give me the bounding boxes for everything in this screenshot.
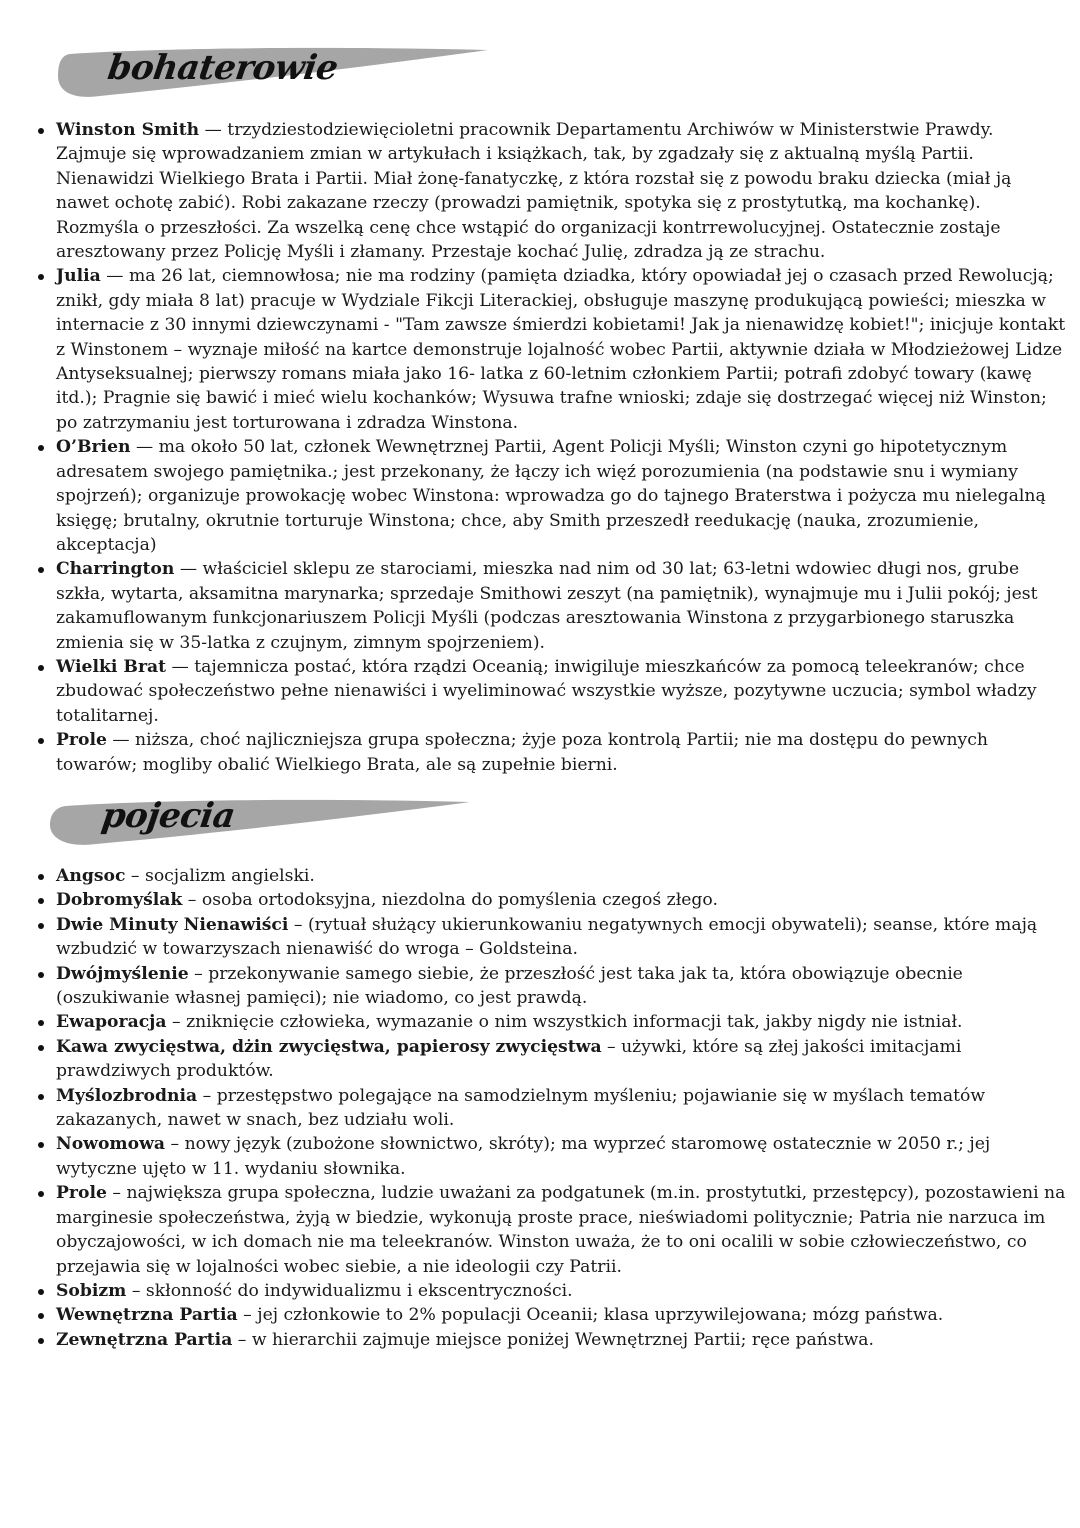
list-item: Dwie Minuty Nienawiści – (rytuał służący ukierunkowaniu negatywnych emocji obywateli); seanse, które mają wzbudzić w towarzyszach nienawiść do wroga – Goldsteina.: [56, 913, 1066, 962]
list-item: Prole – największa grupa społeczna, ludzie uważani za podgatunek (m.in. prostytutki, przestępcy), pozostawieni na marginesie społeczeństwa, żyją w biedzie, wykonują proste prace, nieświadomi politycznie; Patria nie narzuca im obyczajowości, w ich domach nie ma teleekranów. Winston uważa, że to oni ocalili w sobie człowieczeństwo, co przejawia się w lojalności wobec siebie, a nie ideologii czy Patrii.: [56, 1181, 1066, 1279]
description: ma 26 lat, ciemnowłosa; nie ma rodziny (pamięta dziadka, który opowiadał jej o czasach przed Rewolucją; znikł, gdy miała 8 lat) pracuje w Wydziale Fikcji Literackiej, obsługuje maszynę produkującą powieści; mieszka w internacie z 30 innymi dziewczynami - "Tam zawsze śmierdzi kobietami! Jak ja nienawidzę kobiet!"; inicjuje kontakt z Winstonem – wyznaje miłość na kartce demonstruje lojalność wobec Partii, aktywnie działa w Młodzieżowej Lidze Antyseksualnej; pierwszy romans miała jako 16- latka z 60-letnim członkiem Partii; potrafi zdobyć towary (kawę itd.); Pragnie się bawić i mieć wielu kochanków; Wysuwa trafne wnioski; zdaje się dostrzegać więcej niż Winston; po zatrzymaniu jest torturowana i zdradza Winstona.: [56, 266, 1066, 433]
list-item: O’Brien — ma około 50 lat, członek Wewnętrznej Partii, Agent Policji Myśli; Winston czyni go hipotetycznym adresatem swojego pamiętnika.; jest przekonany, że łączy ich więź porozumienia (na podstawie snu i wymiany spojrzeń); organizuje prowokację wobec Winstona: wprowadza go do tajnego Braterstwa i pożycza mu nielegalną księgę; brutalny, okrutnie torturuje Winstona; chce, aby Smith przeszedł reedukację (nauka, zrozumienie, akceptacja): [56, 435, 1066, 557]
list-item: Wewnętrzna Partia – jej członkowie to 2% populacji Oceanii; klasa uprzywilejowana; mózg państwa.: [56, 1303, 1066, 1327]
term: Kawa zwycięstwa, dżin zwycięstwa, papierosy zwycięstwa: [56, 1036, 602, 1057]
list-item: Dobromyślak – osoba ortodoksyjna, niezdolna do pomyślenia czegoś złego.: [56, 888, 1066, 912]
description: właściciel sklepu ze starociami, mieszka nad nim od 30 lat; 63-letni wdowiec długi nos, grube szkła, wytarta, aksamitna marynarka; sprzedaje Smithowi zeszyt (na pamiętnik), wynajmuje mu i Julii pokój; jest zakamuflowanym funkcjonariuszem Policji Myśli (podczas aresztowania Winstona z przygarbionego staruszka zmienia się w 35-latka z czujnym, zimnym spojrzeniem).: [56, 559, 1038, 653]
term: Wewnętrzna Partia: [56, 1305, 238, 1326]
list-item: Nowomowa – nowy język (zubożone słownictwo, skróty); ma wyprzeć staromowę ostatecznie w 2050 r.; jej wytyczne ujęto w 11. wydaniu słownika.: [56, 1132, 1066, 1181]
section-heading: bohaterowie: [105, 48, 341, 88]
description: zniknięcie człowieka, wymazanie o nim wszystkich informacji tak, jakby nigdy nie istniał.: [186, 1012, 963, 1033]
description: niższa, choć najliczniejsza grupa społeczna; żyje poza kontrolą Partii; nie ma dostępu do pewnych towarów; mogliby obalić Wielkiego Brata, ale są zupełnie bierni.: [56, 730, 988, 775]
list-item: Sobizm – skłonność do indywidualizmu i ekscentryczności.: [56, 1279, 1066, 1303]
description: (rytuał służący ukierunkowaniu negatywnych emocji obywateli); seanse, które mają wzbudzić w towarzyszach nienawiść do wroga – Goldsteina.: [56, 914, 1038, 960]
list-item: Winston Smith — trzydziestodziewięcioletni pracownik Departamentu Archiwów w Ministerstwie Prawdy. Zajmuje się wprowadzaniem zmian w artykułach i książkach, tak, by zgadzały się z aktualną myślą Partii. Nienawidzi Wielkiego Brata i Partii. Miał żonę-fanatyczkę, z która rozstał się z powodu braku dziecka (miał ją nawet ochotę zabić). Robi zakazane rzeczy (prowadzi pamiętnik, spotyka się z prostytutką, ma kochankę). Rozmyśla o przeszłości. Za wszelką cenę chce wstąpić do organizacji kontrrewolucyjnej. Ostatecznie zostaje aresztowany przez Policję Myśli i złamany. Przestaje kochać Julię, zdradza ją ze strachu.: [56, 118, 1066, 264]
list-item: Kawa zwycięstwa, dżin zwycięstwa, papierosy zwycięstwa – używki, które są złej jakości imitacjami prawdziwych produktów.: [56, 1035, 1066, 1084]
list-item: Dwójmyślenie – przekonywanie samego siebie, że przeszłość jest taka jak ta, która obowiązuje obecnie (oszukiwanie własnej pamięci); nie wiadomo, co jest prawdą.: [56, 962, 1066, 1011]
term: Sobizm: [56, 1280, 127, 1301]
term: Charrington: [56, 559, 175, 580]
list-item: Julia — ma 26 lat, ciemnowłosa; nie ma rodziny (pamięta dziadka, który opowiadał jej o czasach przed Rewolucją; znikł, gdy miała 8 lat) pracuje w Wydziale Fikcji Literackiej, obsługuje maszynę produkującą powieści; mieszka w internacie z 30 innymi dziewczynami - "Tam zawsze śmierdzi kobietami! Jak ja nienawidzę kobiet!"; inicjuje kontakt z Winstonem – wyznaje miłość na kartce demonstruje lojalność wobec Partii, aktywnie działa w Młodzieżowej Lidze Antyseksualnej; pierwszy romans miała jako 16- latka z 60-letnim członkiem Partii; potrafi zdobyć towary (kawę itd.); Pragnie się bawić i mieć wielu kochanków; Wysuwa trafne wnioski; zdaje się dostrzegać więcej niż Winston; po zatrzymaniu jest torturowana i zdradza Winstona.: [56, 264, 1066, 435]
description: osoba ortodoksyjna, niezdolna do pomyślenia czegoś złego.: [201, 890, 718, 911]
list-item: Prole — niższa, choć najliczniejsza grupa społeczna; żyje poza kontrolą Partii; nie ma dostępu do pewnych towarów; mogliby obalić Wielkiego Brata, ale są zupełnie bierni.: [56, 728, 1066, 777]
description: ma około 50 lat, członek Wewnętrznej Partii, Agent Policji Myśli; Winston czyni go hipotetycznym adresatem swojego pamiętnika.; jest przekonany, że łączy ich więź porozumienia (na podstawie snu i wymiany spojrzeń); organizuje prowokację wobec Winstona: wprowadza go do tajnego Braterstwa i pożycza mu nielegalną księgę; brutalny, okrutnie torturuje Winstona; chce, aby Smith przeszedł reedukację (nauka, zrozumienie, akceptacja): [56, 437, 1046, 555]
description: socjalizm angielski.: [145, 866, 315, 886]
description: skłonność do indywidualizmu i ekscentryczności.: [145, 1280, 573, 1301]
list-item: Wielki Brat — tajemnicza postać, która rządzi Oceanią; inwigiluje mieszkańców za pomocą teleekranów; chce zbudować społeczeństwo pełne nienawiści i wyeliminować wszystkie wyższe, pozytywne uczucia; symbol władzy totalitarnej.: [56, 655, 1066, 728]
section-heading-banner-pojecia: [40, 790, 480, 860]
term: Nowomowa: [56, 1134, 166, 1155]
term: Dwie Minuty Nienawiści: [56, 914, 289, 935]
description: w hierarchii zajmuje miejsce poniżej Wewnętrznej Partii; ręce państwa.: [251, 1329, 875, 1350]
term: Myślozbrodnia: [56, 1085, 198, 1106]
term: Prole: [56, 1183, 107, 1204]
list-item: Ewaporacja – zniknięcie człowieka, wymazanie o nim wszystkich informacji tak, jakby nigdy nie istniał.: [56, 1010, 1066, 1034]
list-item: Angsoc – socjalizm angielski.: [56, 864, 1066, 888]
term: Ewaporacja: [56, 1012, 167, 1033]
term: Julia: [56, 266, 101, 287]
term: Prole: [56, 730, 107, 751]
description: przestępstwo polegające na samodzielnym myśleniu; pojawianie się w myślach tematów zakazanych, nawet w snach, bez udziału woli.: [56, 1085, 986, 1131]
description: używki, które są złej jakości imitacjami prawdziwych produktów.: [56, 1036, 962, 1082]
description: jej członkowie to 2% populacji Oceanii; klasa uprzywilejowana; mózg państwa.: [257, 1305, 944, 1326]
description: największa grupa społeczna, ludzie uważani za podgatunek (m.in. prostytutki, przestępcy), pozostawieni na marginesie społeczeństwa, żyją w biedzie, wykonują proste prace, nieświadomi politycznie; Patria nie narzuca im obyczajowości, w ich domach nie ma teleekranów. Winston uważa, że to oni ocalili w sobie człowieczeństwo, co przejawia się w lojalności wobec siebie, a nie ideologii czy Patrii.: [56, 1183, 1066, 1277]
section-heading: pojecia: [99, 796, 238, 836]
term: Angsoc: [56, 866, 126, 886]
term: Wielki Brat: [56, 656, 167, 677]
description: przekonywanie samego siebie, że przeszłość jest taka jak ta, która obowiązuje obecnie (oszukiwanie własnej pamięci); nie wiadomo, co jest prawdą.: [56, 963, 963, 1009]
term: Dobromyślak: [56, 890, 183, 911]
term: Dwójmyślenie: [56, 963, 189, 984]
term: Zewnętrzna Partia: [56, 1329, 233, 1350]
term: O’Brien: [56, 437, 131, 458]
list-item: Myślozbrodnia – przestępstwo polegające na samodzielnym myśleniu; pojawianie się w myślach tematów zakazanych, nawet w snach, bez udziału woli.: [56, 1084, 1066, 1133]
section-heading-banner-bohaterowie: [40, 40, 500, 110]
list-item: Zewnętrzna Partia – w hierarchii zajmuje miejsce poniżej Wewnętrznej Partii; ręce państwa.: [56, 1328, 1066, 1352]
description: tajemnicza postać, która rządzi Oceanią; inwigiluje mieszkańców za pomocą teleekranów; chce zbudować społeczeństwo pełne nienawiści i wyeliminować wszystkie wyższe, pozytywne uczucia; symbol władzy totalitarnej.: [56, 656, 1037, 726]
term: Winston Smith: [56, 120, 200, 140]
description: nowy język (zubożone słownictwo, skróty); ma wyprzeć staromowę ostatecznie w 2050 r.; jej wytyczne ujęto w 11. wydaniu słownika.: [56, 1134, 991, 1179]
list-item: Charrington — właściciel sklepu ze starociami, mieszka nad nim od 30 lat; 63-letni wdowiec długi nos, grube szkła, wytarta, aksamitna marynarka; sprzedaje Smithowi zeszyt (na pamiętnik), wynajmuje mu i Julii pokój; jest zakamuflowanym funkcjonariuszem Policji Myśli (podczas aresztowania Winstona z przygarbionego staruszka zmienia się w 35-latka z czujnym, zimnym spojrzeniem).: [56, 557, 1066, 655]
characters-list: [34, 118, 1066, 777]
concepts-list: [34, 864, 1066, 1352]
description: trzydziestodziewięcioletni pracownik Departamentu Archiwów w Ministerstwie Prawdy. Zajmuje się wprowadzaniem zmian w artykułach i książkach, tak, by zgadzały się z aktualną myślą Partii. Nienawidzi Wielkiego Brata i Partii. Miał żonę-fanatyczkę, z która rozstał się z powodu braku dziecka (miał ją nawet ochotę zabić). Robi zakazane rzeczy (prowadzi pamiętnik, spotyka się z prostytutką, ma kochankę). Rozmyśla o przeszłości. Za wszelką cenę chce wstąpić do organizacji kontrrewolucyjnej. Ostatecznie zostaje aresztowany przez Policję Myśli i złamany. Przestaje kochać Julię, zdradza ją ze strachu.: [56, 120, 1012, 263]
